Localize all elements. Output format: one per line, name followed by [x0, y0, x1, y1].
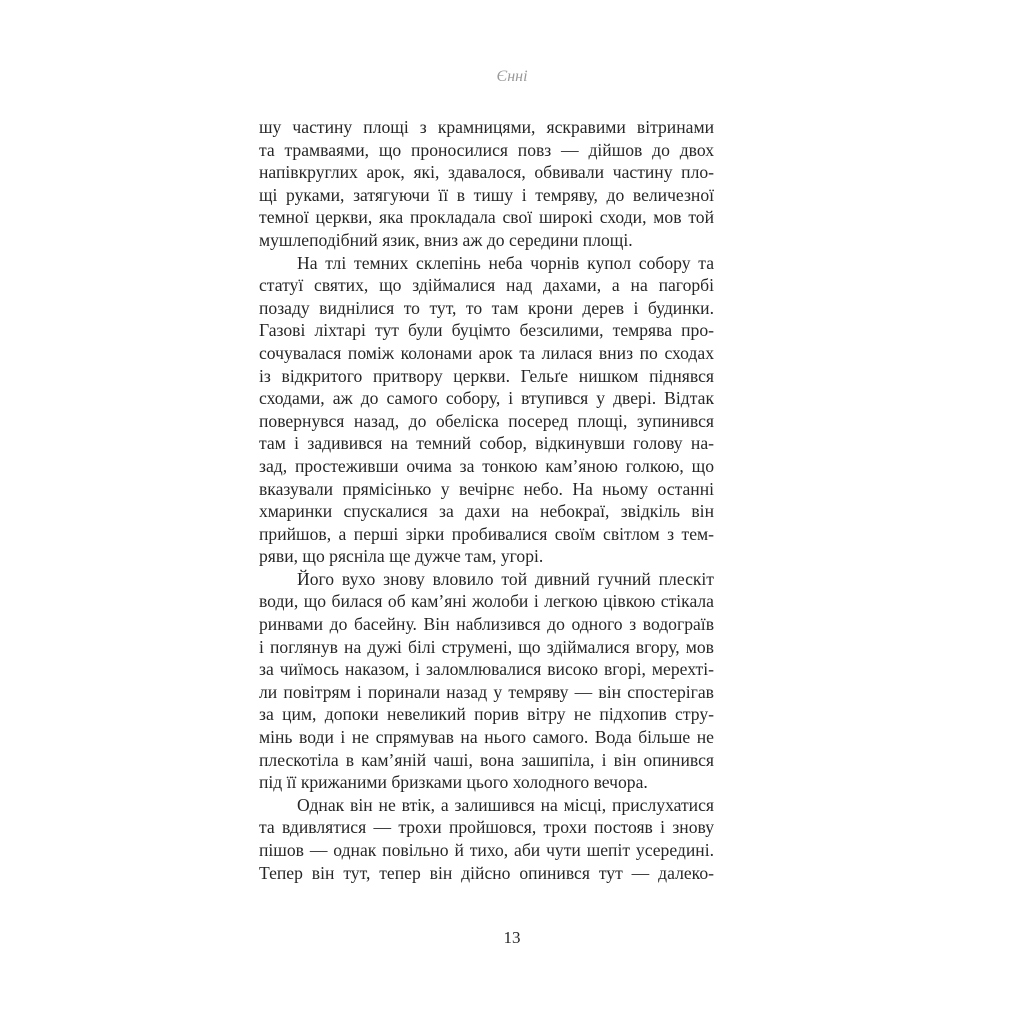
text-line: позаду виднілися то тут, то там крони дерев і будинки.: [259, 297, 714, 318]
text-line: мушлеподібний язик, вниз аж до середини площі.: [259, 229, 633, 250]
text-line: повернувся назад, до обеліска посеред площі, зупинився: [259, 410, 714, 431]
text-line: Його вухо знову вловило той дивний гучний плескіт: [297, 568, 714, 589]
text-line: ряви, що рясніла ще дужче там, угорі.: [259, 546, 544, 567]
running-head: Єнні: [496, 68, 528, 85]
text-line: прийшов, а перші зірки пробивалися своїм світлом з тем-: [259, 523, 714, 544]
text-line: за цим, допоки невеликий порив вітру не підхопив стру-: [259, 704, 714, 725]
text-line: із відкритого притвору церкви. Гельґе нишком піднявся: [259, 365, 714, 386]
text-line: сходами, аж до самого собору, і втупився у двері. Відтак: [259, 388, 714, 409]
body-text: [259, 116, 714, 884]
paragraph: [259, 568, 714, 794]
text-line: напівкруглих арок, які, здавалося, обвивали частину пло-: [259, 162, 714, 183]
text-line: та вдивлятися — трохи пройшовся, трохи постояв і знову: [259, 817, 714, 838]
paragraph: [259, 116, 714, 252]
text-line: за чиїмось наказом, і заломлювалися високо вгорі, мерехті-: [259, 659, 714, 680]
text-line: пішов — однак повільно й тихо, аби чути шепіт усередині.: [259, 840, 714, 860]
text-line: там і задивився на темний собор, відкинувши голову на-: [259, 433, 714, 454]
text-line: вказували прямісінько у вечірнє небо. На ньому останні: [259, 478, 714, 499]
text-line: ли повітрям і поринали назад у темряву — він спостерігав: [259, 681, 714, 702]
text-line: мінь води і не спрямував на нього самого. Вода більше не: [259, 727, 714, 748]
text-line: та трамваями, що проносилися повз — дійшов до двох: [259, 139, 714, 160]
text-line: води, що билася об кам’яні жолоби і легкою цівкою стікала: [259, 591, 714, 612]
paragraph: [259, 794, 714, 884]
text-line: темної церкви, яка прокладала свої широкі сходи, мов той: [259, 207, 714, 228]
page-number: 13: [503, 928, 521, 947]
text-line: щі руками, затягуючи її в тишу і темряву, до величезної: [259, 184, 714, 205]
text-line: хмаринки спускалися за дахи на небокраї, звідкіль він: [259, 501, 714, 522]
text-line: Тепер він тут, тепер він дійсно опинився тут — далеко-: [259, 862, 714, 883]
text-line: статуї святих, що здіймалися над дахами, а на пагорбі: [259, 275, 714, 296]
paragraph: [259, 252, 714, 568]
text-line: Однак він не втік, а залишився на місці, прислухатися: [297, 794, 714, 815]
text-line: шу частину площі з крамницями, яскравими вітринами: [259, 117, 714, 137]
text-line: сочувалася поміж колонами арок та лилася вниз по сходах: [259, 342, 714, 363]
text-line: під її крижаними бризками цього холодного вечора.: [259, 772, 648, 793]
text-line: і поглянув на дужі білі струмені, що здіймалися вгору, мов: [259, 636, 714, 657]
text-line: Газові ліхтарі тут були буцімто безсилими, темрява про-: [259, 320, 714, 341]
text-line: зад, простеживши очима за тонкою кам’яною голкою, що: [259, 455, 714, 476]
text-line: На тлі темних склепінь неба чорнів купол собору та: [297, 252, 714, 273]
text-line: ринвами до басейну. Він наблизився до одного з водограїв: [259, 614, 714, 635]
text-line: плескотіла в кам’яній чаші, вона зашипіла, і він опинився: [259, 749, 714, 770]
